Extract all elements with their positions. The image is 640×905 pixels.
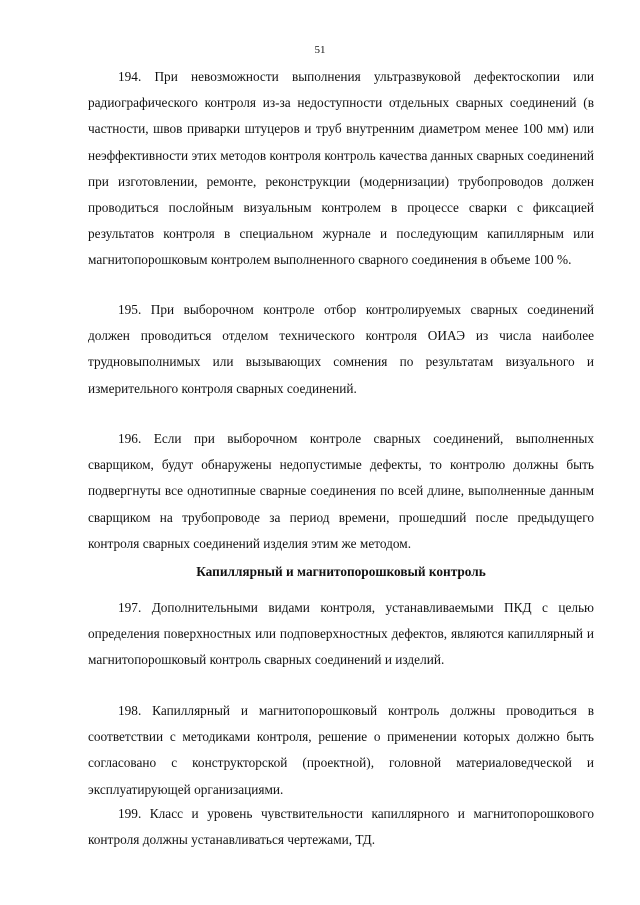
- paragraph-198: 198. Капиллярный и магнитопорошковый контроль должны проводиться в соответствии с методиками контроля, решение о применении которых должно быть согласовано с конструкторской (проектной), головной материаловедческой и эксплуатирующей организациями.: [88, 703, 594, 797]
- page-number: 51: [314, 44, 326, 56]
- paragraph-197: 197. Дополнительными видами контроля, устанавливаемыми ПКД с целью определения поверхностных или подповерхностных дефектов, являются капиллярный и магнитопорошковый контроль сварных соединений и изделий.: [88, 600, 594, 668]
- paragraph-195: 195. При выборочном контроле отбор контролируемых сварных соединений должен проводиться отделом технического контроля ОИАЭ из числа наиболее трудновыполнимых или вызывающих сомнения по результатам визуального и измерительного контроля сварных соединений.: [88, 302, 594, 396]
- paragraph-196: 196. Если при выборочном контроле сварных соединений, выполненных сварщиком, будут обнаружены недопустимые дефекты, то контролю должны быть подвергнуты все однотипные сварные соединения по всей длине, выполненные данным сварщиком на трубопроводе за период времени, прошедший после предыдущего контроля сварных соединений изделия этим же методом.: [88, 431, 594, 551]
- section-heading: Капиллярный и магнитопорошковый контроль: [196, 564, 486, 579]
- paragraph-194: 194. При невозможности выполнения ультразвуковой дефектоскопии или радиографического контроля из-за недоступности отдельных сварных соединений (в частности, швов приварки штуцеров и труб внутренним диаметром менее 100 мм) или неэффективности этих методов контроля контроль качества данных сварных соединений при изготовлении, ремонте, реконструкции (модернизации) трубопроводов должен проводиться послойным визуальным контролем в процессе сварки с фиксацией результатов контроля в специальном журнале и последующим капиллярным или магнитопорошковым контролем выполненного сварного соединения в объеме 100 %.: [88, 69, 594, 268]
- paragraph-199: 199. Класс и уровень чувствительности капиллярного и магнитопорошкового контроля должны устанавливаться чертежами, ТД.: [88, 806, 594, 848]
